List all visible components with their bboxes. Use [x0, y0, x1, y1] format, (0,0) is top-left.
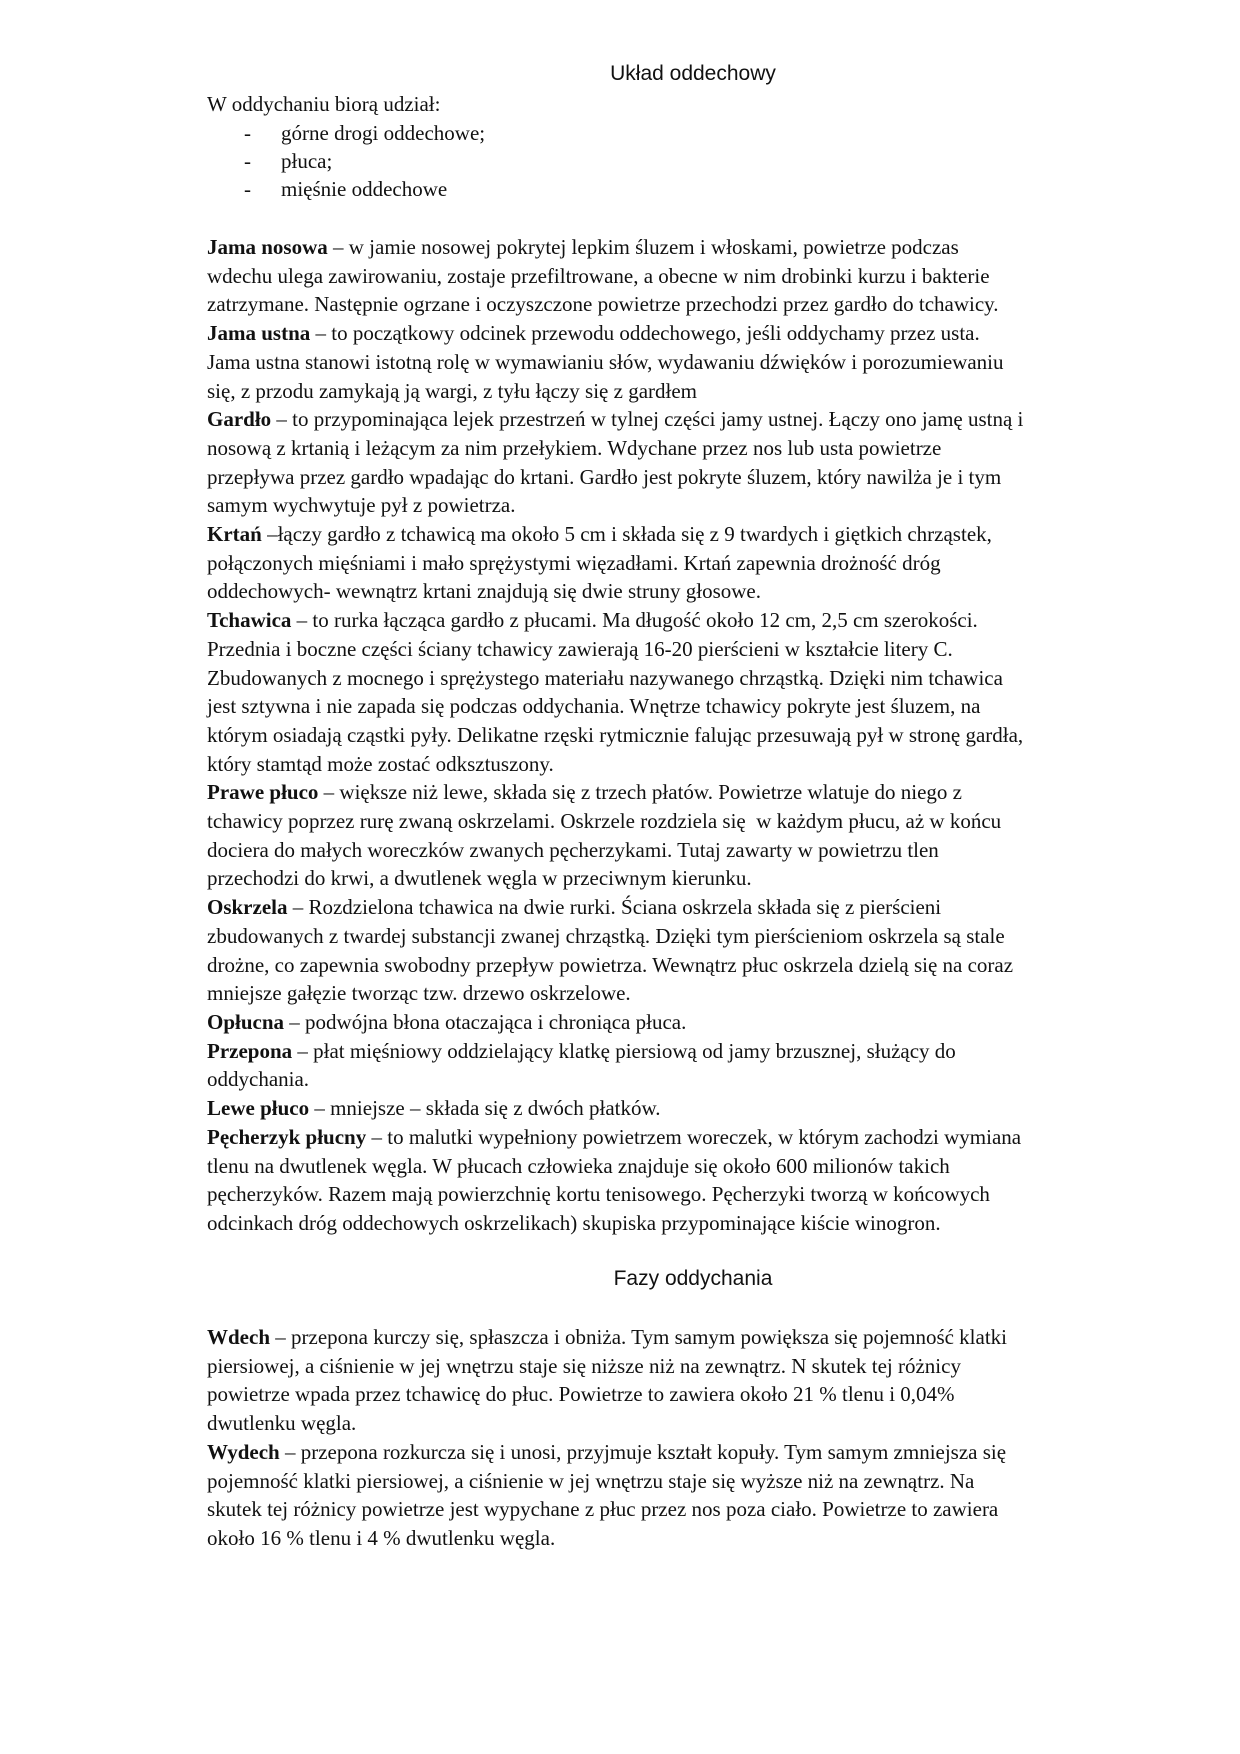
text-line [207, 864, 1207, 893]
phase-paragraph [207, 1438, 1207, 1553]
text-line [207, 1152, 1207, 1181]
line-text: Przednia i boczne części ściany tchawicy zawierają 16-20 pierścieni w kształcie litery C. [207, 636, 953, 661]
definition-paragraph [207, 1008, 1207, 1037]
text-line [207, 836, 1207, 865]
text-line [207, 635, 1207, 664]
term-label: Jama ustna [207, 321, 311, 346]
text-line [207, 807, 1207, 836]
line-text: piersiowej, a ciśnienie w jej wnętrzu staje się niższe niż na zewnątrz. N skutek tej różnicy [207, 1353, 961, 1378]
text-line [207, 1008, 1207, 1037]
line-text: – to początkowy odcinek przewodu oddechowego, jeśli oddychamy przez usta. [310, 321, 980, 346]
line-text: dociera do małych woreczków zwanych pęcherzykami. Tutaj zawarty w powietrzu tlen [207, 837, 939, 862]
text-line [207, 1409, 1207, 1438]
phases-section [207, 1323, 1207, 1553]
text-line [207, 549, 1207, 578]
term-label: Oskrzela [207, 895, 288, 920]
text-line [207, 577, 1207, 606]
document-title: Układ oddechowy [610, 62, 776, 85]
text-line [207, 750, 1207, 779]
text-line [207, 1037, 1207, 1066]
line-text: przepływa przez gardło wpadając do krtani. Gardło jest pokryte śluzem, który nawilża je i tym [207, 464, 1002, 489]
line-text: pęcherzyków. Razem mają powierzchnię kortu tenisowego. Pęcherzyki tworzą w końcowych [207, 1182, 990, 1207]
line-text: odcinkach dróg oddechowych oskrzelikach) skupiska przypominające kiście winogron. [207, 1210, 941, 1235]
line-text: zatrzymane. Następnie ogrzane i oczyszczone powietrze przechodzi przez gardło do tchawicy. [207, 292, 999, 317]
text-line [207, 1524, 1207, 1553]
text-line [207, 893, 1207, 922]
definition-paragraph [207, 405, 1207, 520]
list-item-text: górne drogi oddechowe; [281, 121, 486, 145]
term-label: Tchawica [207, 608, 292, 633]
text-line [207, 348, 1207, 377]
bullet-dash: - [244, 121, 251, 145]
term-label: Przepona [207, 1038, 293, 1063]
text-line [207, 491, 1207, 520]
text-line [207, 290, 1207, 319]
line-text: Zbudowanych z mocnego i sprężystego materiału nazywanego chrząstką. Dzięki nim tchawica [207, 665, 1003, 690]
text-line [207, 721, 1207, 750]
line-text: – podwójna błona otaczająca i chroniąca płuca. [284, 1009, 687, 1034]
line-text: zbudowanych z twardej substancji zwanej chrząstką. Dzięki tym pierścieniom oskrzela są stale [207, 923, 1005, 948]
text-line [207, 520, 1207, 549]
line-text: tchawicy poprzez rurę zwaną oskrzelami. Oskrzele rozdziela się w każdym płucu, aż w końcu [207, 809, 1002, 834]
line-text: – to przypominająca lejek przestrzeń w tylnej części jamy ustnej. Łączy ono jamę ustną i [271, 407, 1024, 432]
text-line [207, 1323, 1207, 1352]
text-line [207, 1123, 1207, 1152]
bullet-dash: - [244, 177, 251, 201]
text-line [207, 262, 1207, 291]
line-text: którym osiadają cząstki pyły. Delikatne rzęski rytmicznie falując przesuwają pył w stronę gardła, [207, 722, 1024, 747]
term-label: Wydech [207, 1439, 280, 1464]
term-label: Pęcherzyk płucny [207, 1124, 367, 1149]
list-item-text: mięśnie oddechowe [281, 177, 448, 201]
line-text: wdechu ulega zawirowaniu, zostaje przefiltrowane, a obecne w nim drobinki kurzu i bakterie [207, 263, 990, 288]
line-text: – w jamie nosowej pokrytej lepkim śluzem i włoskami, powietrze podczas [327, 235, 959, 259]
text-line [207, 1065, 1207, 1094]
intro-text: W oddychaniu biorą udział: [207, 92, 441, 116]
term-label: Prawe płuco [207, 780, 319, 805]
text-line [207, 778, 1207, 807]
text-line [207, 951, 1207, 980]
line-text: – to rurka łącząca gardło z płucami. Ma długość około 12 cm, 2,5 cm szerokości. [291, 608, 978, 633]
text-line [207, 606, 1207, 635]
text-line [207, 1209, 1207, 1238]
text-line [207, 692, 1207, 721]
term-label: Krtań [207, 522, 262, 547]
line-text: około 16 % tlenu i 4 % dwutlenku węgla. [207, 1525, 556, 1550]
text-line [207, 1495, 1207, 1524]
line-text: oddychania. [207, 1067, 310, 1092]
line-text: – większe niż lewe, składa się z trzech płatów. Powietrze wlatuje do niego z [318, 780, 962, 805]
text-line [207, 922, 1207, 951]
bullet-dash: - [244, 149, 251, 173]
line-text: jest sztywna i nie zapada się podczas oddychania. Wnętrze tchawicy pokryte jest śluzem, na [207, 694, 981, 719]
text-line [207, 377, 1207, 406]
line-text: skutek tej różnicy powietrze jest wypychane z płuc przez nos poza ciało. Powietrze to zawiera [207, 1497, 999, 1522]
definition-paragraph [207, 520, 1207, 606]
list-item-text: płuca; [281, 149, 333, 173]
line-text: samym wychwytuje pył z powietrza. [207, 493, 516, 518]
text-line [207, 319, 1207, 348]
text-line [207, 1180, 1207, 1209]
text-line [207, 434, 1207, 463]
line-text: połączonych mięśniami i mało sprężystymi więzadłami. Krtań zapewnia drożność dróg [207, 550, 941, 575]
text-line [207, 1438, 1207, 1467]
definition-paragraph [207, 1123, 1207, 1238]
line-text: nosową z krtanią i leżącym za nim przełykiem. Wdychane przez nos lub usta powietrze [207, 435, 942, 460]
text-line [207, 1352, 1207, 1381]
line-text: –łączy gardło z tchawicą ma około 5 cm i składa się z 9 twardych i giętkich chrząstek, [261, 522, 992, 547]
definition-paragraph [207, 233, 1207, 319]
text-line [207, 463, 1207, 492]
line-text: – to malutki wypełniony powietrzem woreczek, w którym zachodzi wymiana [366, 1124, 1022, 1149]
line-text: który stamtąd może zostać odksztuszony. [207, 751, 554, 776]
line-text: drożne, co zapewnia swobodny przepływ powietrza. Wewnątrz płuc oskrzela dzielą się na coraz [207, 952, 1014, 977]
definition-paragraph [207, 1094, 1207, 1123]
definition-paragraph [207, 778, 1207, 893]
line-text: – płat mięśniowy oddzielający klatkę piersiową od jamy brzusznej, służący do [292, 1038, 956, 1063]
line-text: Jama ustna stanowi istotną rolę w wymawianiu słów, wydawaniu dźwięków i porozumiewaniu [207, 349, 1004, 374]
text-line [207, 1094, 1207, 1123]
section-title: Fazy oddychania [613, 1267, 773, 1290]
text-line [207, 1467, 1207, 1496]
line-text: tlenu na dwutlenek węgla. W płucach człowieka znajduje się około 600 milionów takich [207, 1153, 950, 1178]
line-text: się, z przodu zamykają ją wargi, z tyłu łączy się z gardłem [207, 378, 697, 403]
line-text: mniejsze gałęzie tworząc tzw. drzewo oskrzelowe. [207, 981, 631, 1006]
term-label: Gardło [207, 407, 272, 432]
text-line [207, 664, 1207, 693]
line-text: – przepona kurczy się, spłaszcza i obniża. Tym samym powiększa się pojemność klatki [270, 1325, 1008, 1349]
definition-paragraph [207, 606, 1207, 778]
text-line [207, 1380, 1207, 1409]
line-text: powietrze wpada przez tchawicę do płuc. Powietrze to zawiera około 21 % tlenu i 0,04% [207, 1382, 955, 1407]
definition-paragraph [207, 319, 1207, 405]
definitions-section [207, 233, 1207, 1238]
term-label: Lewe płuco [207, 1096, 310, 1121]
definition-paragraph [207, 893, 1207, 1008]
line-text: – Rozdzielona tchawica na dwie rurki. Ściana oskrzela składa się z pierścieni [287, 895, 942, 920]
term-label: Wdech [207, 1325, 270, 1349]
term-label: Jama nosowa [207, 235, 328, 259]
text-line [207, 405, 1207, 434]
definition-paragraph [207, 1037, 1207, 1094]
line-text: – mniejsze – składa się z dwóch płatków. [309, 1096, 661, 1121]
text-line [207, 233, 1207, 262]
phase-paragraph [207, 1323, 1207, 1438]
term-label: Opłucna [207, 1009, 285, 1034]
line-text: przechodzi do krwi, a dwutlenek węgla w przeciwnym kierunku. [207, 866, 752, 891]
line-text: dwutlenku węgla. [207, 1411, 357, 1436]
line-text: pojemność klatki piersiowej, a ciśnienie w jej wnętrzu staje się wyższe niż na zewnątrz. Na [207, 1468, 975, 1493]
text-line [207, 979, 1207, 1008]
line-text: – przepona rozkurcza się i unosi, przyjmuje kształt kopuły. Tym samym zmniejsza się [279, 1439, 1007, 1464]
line-text: oddechowych- wewnątrz krtani znajdują się dwie struny głosowe. [207, 579, 761, 604]
